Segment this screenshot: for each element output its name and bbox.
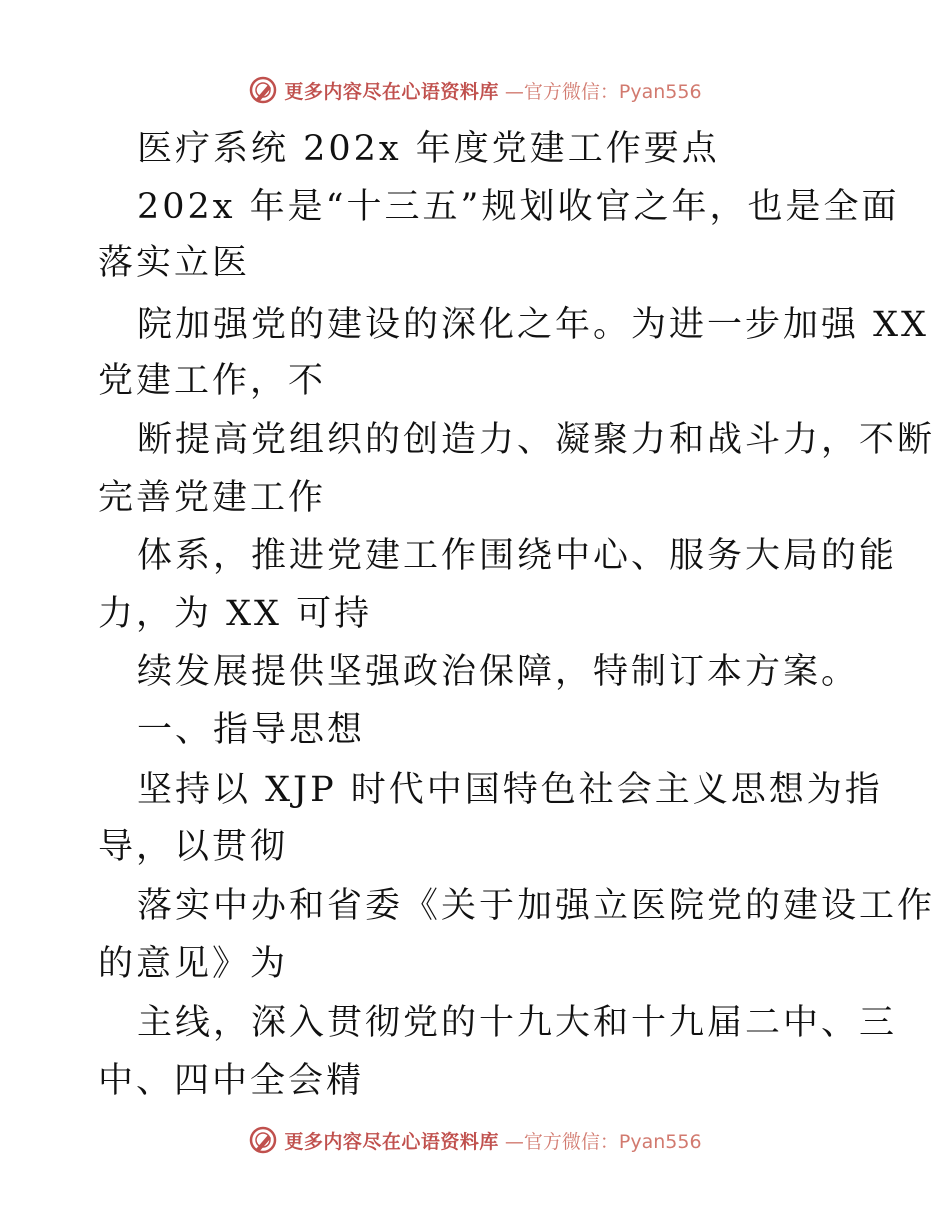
- document-title: 医疗系统 202x 年度党建工作要点: [137, 129, 720, 169]
- paragraph-line: 党建工作，不: [98, 361, 327, 401]
- header-watermark: [0, 70, 950, 110]
- paragraph-line: 院加强党的建设的深化之年。为进一步加强 XX: [137, 305, 929, 345]
- watermark-library-text: 更多内容尽在心语资料库: [284, 80, 499, 103]
- paragraph-line: 中、四中全会精: [98, 1061, 365, 1101]
- paragraph-line: 落实立医: [98, 243, 251, 283]
- paragraph-line: 续发展提供坚强政治保障，特制订本方案。: [137, 652, 860, 692]
- section-heading: 一、指导思想: [137, 710, 366, 750]
- paragraph-line: 体系，推进党建工作围绕中心、服务大局的能: [137, 536, 898, 576]
- paragraph-line: 导，以贯彻: [98, 827, 289, 867]
- watermark-library-text: 更多内容尽在心语资料库: [284, 1130, 499, 1153]
- watermark-wechat-text: —官方微信：Pyan556: [504, 80, 702, 103]
- paragraph-line: 坚持以 XJP 时代中国特色社会主义思想为指: [137, 770, 883, 810]
- paragraph-line: 断提高党组织的创造力、凝聚力和战斗力，不断: [137, 420, 936, 460]
- paragraph-line: 的意见》为: [98, 944, 289, 984]
- pen-seal-icon: [248, 75, 278, 105]
- footer-watermark: [0, 1120, 950, 1160]
- paragraph-line: 完善党建工作: [98, 478, 327, 518]
- pen-seal-icon: [248, 1125, 278, 1155]
- paragraph-line: 力，为 XX 可持: [98, 594, 373, 634]
- paragraph-line: 落实中办和省委《关于加强立医院党的建设工作: [137, 886, 936, 926]
- paragraph-line: 主线，深入贯彻党的十九大和十九届二中、三: [137, 1003, 898, 1043]
- paragraph-line: 202x 年是“十三五”规划收官之年，也是全面: [137, 187, 900, 227]
- watermark-wechat-text: —官方微信：Pyan556: [504, 1130, 702, 1153]
